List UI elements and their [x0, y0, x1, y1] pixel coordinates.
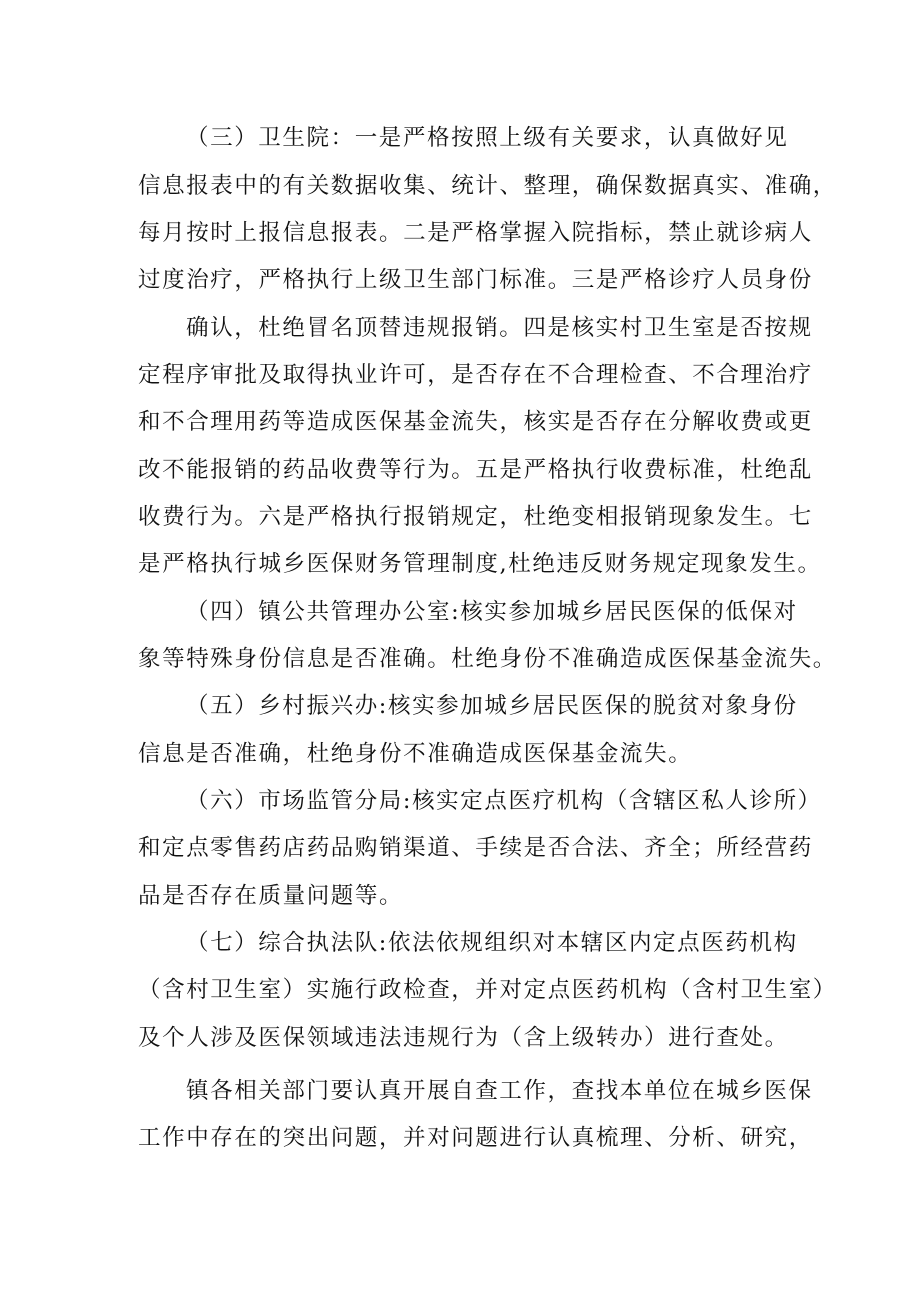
text-line: 及个人涉及医保领域违法违规行为（含上级转办）进行查处。 — [138, 1025, 789, 1051]
text-line: （七）综合执法队:依法依规组织对本辖区内定点医药机构 — [186, 930, 798, 956]
text-line: 信息报表中的有关数据收集、统计、整理，确保数据真实、准确， — [138, 173, 837, 199]
text-line: 工作中存在的突出问题，并对问题进行认真梳理、分析、研究， — [138, 1125, 813, 1151]
text-line: 改不能报销的药品收费等行为。五是严格执行收费标准，杜绝乱 — [138, 457, 813, 483]
text-line: 品是否存在质量问题等。 — [138, 883, 404, 909]
text-line: 过度治疗，严格执行上级卫生部门标准。三是严格诊疗人员身份 — [138, 267, 813, 293]
text-line: 信息是否准确，杜绝身份不准确造成医保基金流失。 — [138, 741, 693, 767]
text-line: 每月按时上报信息报表。二是严格掌握入院指标，禁止就诊病人 — [138, 220, 813, 246]
text-line: （五）乡村振兴办:核实参加城乡居民医保的脱贫对象身份 — [186, 693, 798, 719]
text-line: 收费行为。六是严格执行报销规定，杜绝变相报销现象发生。七 — [138, 504, 813, 530]
text-line: 镇各相关部门要认真开展自查工作，查找本单位在城乡医保 — [186, 1078, 813, 1104]
text-line: （三）卫生院：一是严格按照上级有关要求，认真做好见 — [186, 125, 789, 151]
text-line: 是严格执行城乡医保财务管理制度,杜绝违反财务规定现象发生。 — [138, 551, 822, 577]
text-line: （六）市场监管分局:核实定点医疗机构（含辖区私人诊所） — [186, 788, 822, 814]
text-line: （含村卫生室）实施行政检查，并对定点医药机构（含村卫生室） — [138, 977, 837, 1003]
text-line: 和不合理用药等造成医保基金流失，核实是否存在分解收费或更 — [138, 409, 813, 435]
text-line: 定程序审批及取得执业许可，是否存在不合理检查、不合理治疗 — [138, 362, 813, 388]
text-line: 确认，杜绝冒名顶替违规报销。四是核实村卫生室是否按规 — [186, 315, 813, 341]
text-line: 象等特殊身份信息是否准确。杜绝身份不准确造成医保基金流失。 — [138, 646, 837, 672]
text-line: （四）镇公共管理办公室:核实参加城乡居民医保的低保对 — [186, 599, 798, 625]
text-line: 和定点零售药店药品购销渠道、手续是否合法、齐全；所经营药 — [138, 835, 813, 861]
